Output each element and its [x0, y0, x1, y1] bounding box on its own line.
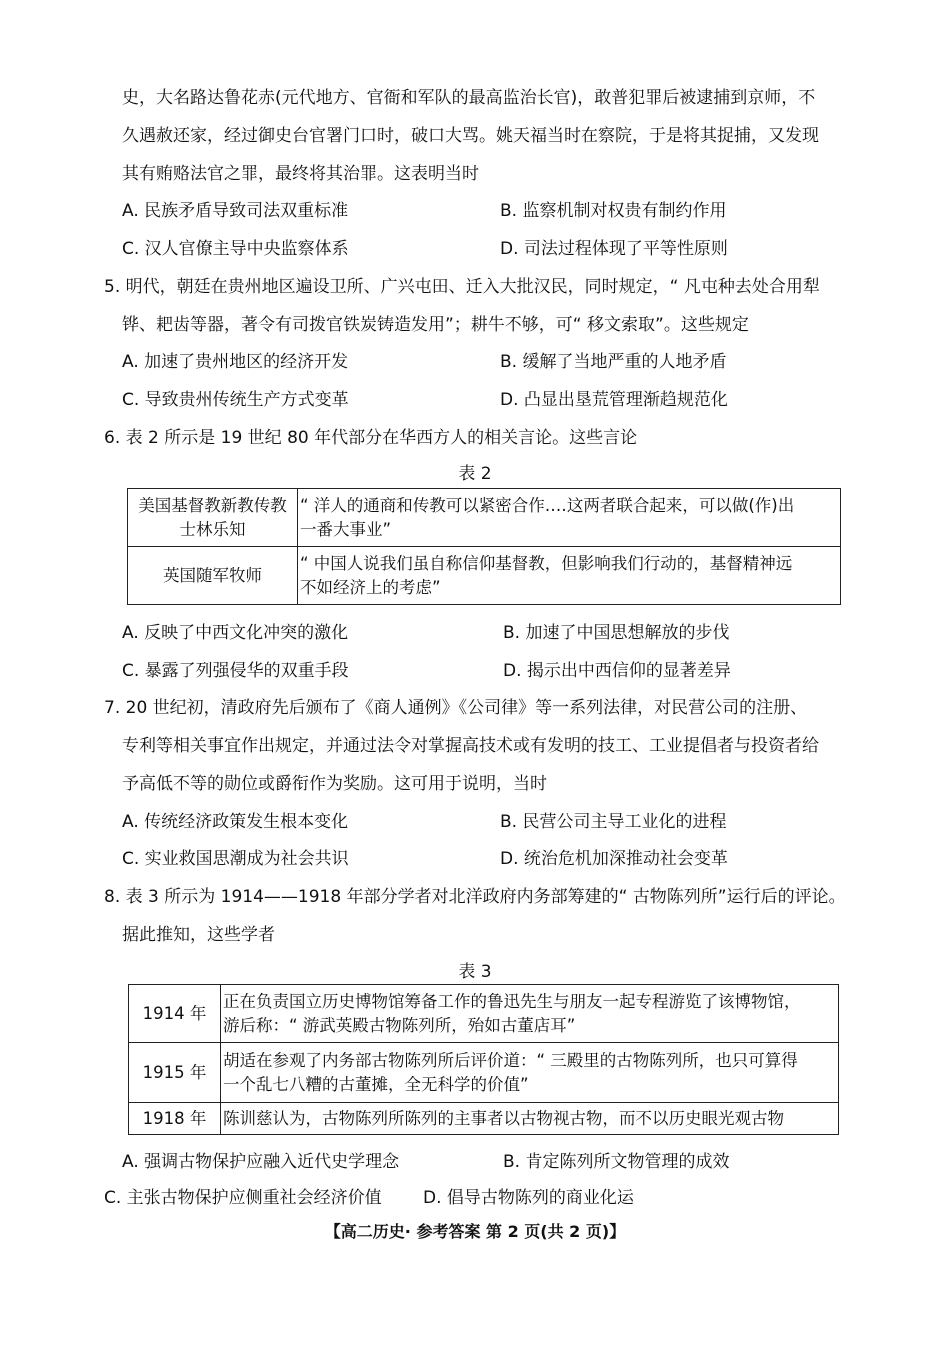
table-2-speaker-line-2: 士林乐知: [179, 519, 246, 539]
q5-option-b: B. 缓解了当地严重的人地矛盾: [500, 352, 727, 372]
table-3-comment-cell: [221, 985, 839, 1043]
q8-option-d: D. 倡导古物陈列的商业化运: [423, 1188, 634, 1208]
table-3-year-cell: 1918 年: [129, 1103, 221, 1135]
table-2: [127, 488, 841, 605]
table-3-year-cell: 1915 年: [129, 1043, 221, 1103]
table-3-comment-line-2: 游后称：“ 游武英殿古物陈列所，殆如古董店耳”: [223, 1015, 576, 1035]
table-2-speaker-line-1: 美国基督教新教传教: [138, 495, 287, 515]
q5-text-line-1: 5. 明代，朝廷在贵州地区遍设卫所、广兴屯田、迁入大批汉民，同时规定，“ 凡屯种去处合用犁: [104, 277, 820, 297]
q7-text-line-3: 予高低不等的勋位或爵衔作为奖励。这可用于说明，当时: [122, 774, 547, 794]
table-2-quote-line-1: “ 洋人的通商和传教可以紧密合作‥‥这两者联合起来，可以做(作)出: [300, 495, 795, 515]
table-2-quote-cell: [298, 489, 841, 547]
page-footer: 【高二历史· 参考答案 第 2 页(共 2 页)】: [324, 1222, 626, 1241]
table-3-comment-line-1: 正在负责国立历史博物馆筹备工作的鲁迅先生与朋友一起专程游览了该博物馆，: [223, 991, 801, 1011]
q5-option-c: C. 导致贵州传统生产方式变革: [122, 390, 349, 410]
q4-option-a: A. 民族矛盾导致司法双重标准: [122, 201, 349, 221]
q6-option-a: A. 反映了中西文化冲突的激化: [122, 623, 349, 643]
q5-option-a: A. 加速了贵州地区的经济开发: [122, 352, 349, 372]
q8-text-line-1: 8. 表 3 所示为 1914——1918 年部分学者对北洋政府内务部筹建的“ 古物陈列所”运行后的评论。: [104, 887, 846, 907]
table-row: [128, 489, 841, 547]
q4-text-line-2: 久遇赦还家，经过御史台官署门口时，破口大骂。姚天福当时在察院，于是将其捉捕，又发现: [122, 126, 819, 146]
q7-option-b: B. 民营公司主导工业化的进程: [500, 812, 727, 832]
q6-option-b: B. 加速了中国思想解放的步伐: [503, 623, 730, 643]
q8-option-c: C. 主张古物保护应侧重社会经济价值: [104, 1188, 382, 1208]
table-3-year-cell: 1914 年: [129, 985, 221, 1043]
table-row: [129, 985, 839, 1043]
table-3-comment-cell: [221, 1103, 839, 1135]
q4-option-d: D. 司法过程体现了平等性原则: [500, 239, 728, 259]
q4-option-c: C. 汉人官僚主导中央监察体系: [122, 239, 349, 259]
table-3-comment-line-2: 一个乱七八糟的古董摊，全无科学的价值”: [223, 1074, 529, 1094]
table-2-speaker-cell: [128, 547, 298, 605]
table-3-caption: 表 3: [458, 962, 492, 982]
q7-text-line-2: 专利等相关事宜作出规定，并通过法令对掌握高技术或有发明的技工、工业提倡者与投资者给: [122, 736, 819, 756]
table-row: [128, 547, 841, 605]
table-2-quote-line-1: “ 中国人说我们虽自称信仰基督教，但影响我们行动的，基督精神远: [300, 553, 793, 573]
q7-option-a: A. 传统经济政策发生根本变化: [122, 812, 349, 832]
q6-text-line-1: 6. 表 2 所示是 19 世纪 80 年代部分在华西方人的相关言论。这些言论: [104, 428, 638, 448]
table-2-speaker-line-1: 英国随军牧师: [163, 565, 262, 585]
table-3-comment-cell: [221, 1043, 839, 1103]
table-3-comment-line-1: 胡适在参观了内务部古物陈列所后评价道：“ 三殿里的古物陈列所，也只可算得: [223, 1050, 798, 1070]
q8-text-line-2: 据此推知，这些学者: [122, 925, 275, 945]
q4-text-line-1: 史，大名路达鲁花赤(元代地方、官衙和军队的最高监治长官)，敢普犯罪后被逮捕到京师，不: [122, 88, 816, 108]
table-3: [128, 984, 839, 1135]
table-2-quote-cell: [298, 547, 841, 605]
q5-text-line-2: 铧、耙齿等器，著令有司拨官铁炭铸造发用”；耕牛不够，可“ 移文索取”。这些规定: [122, 315, 749, 335]
table-2-quote-line-2: 不如经济上的考虑”: [300, 577, 441, 597]
q7-option-c: C. 实业救国思潮成为社会共识: [122, 849, 349, 869]
q6-option-c: C. 暴露了列强侵华的双重手段: [122, 661, 349, 681]
table-row: [129, 1103, 839, 1135]
q7-option-d: D. 统治危机加深推动社会变革: [500, 849, 728, 869]
q8-option-b: B. 肯定陈列所文物管理的成效: [503, 1152, 730, 1172]
q7-text-line-1: 7. 20 世纪初，清政府先后颁布了《商人通例》《公司律》等一系列法律，对民营公司的注册、: [104, 698, 808, 718]
table-row: [129, 1043, 839, 1103]
q4-option-b: B. 监察机制对权贵有制约作用: [500, 201, 727, 221]
q5-option-d: D. 凸显出垦荒管理渐趋规范化: [500, 390, 728, 410]
table-2-quote-line-2: 一番大事业”: [300, 519, 392, 539]
table-2-speaker-cell: [128, 489, 298, 547]
q4-text-line-3: 其有贿赂法官之罪，最终将其治罪。这表明当时: [122, 164, 479, 184]
q6-option-d: D. 揭示出中西信仰的显著差异: [503, 661, 731, 681]
table-2-caption: 表 2: [458, 464, 492, 484]
table-3-comment-line-1: 陈训慈认为，古物陈列所陈列的主事者以古物视古物，而不以历史眼光观古物: [223, 1108, 784, 1128]
q8-option-a: A. 强调古物保护应融入近代史学理念: [122, 1152, 400, 1172]
